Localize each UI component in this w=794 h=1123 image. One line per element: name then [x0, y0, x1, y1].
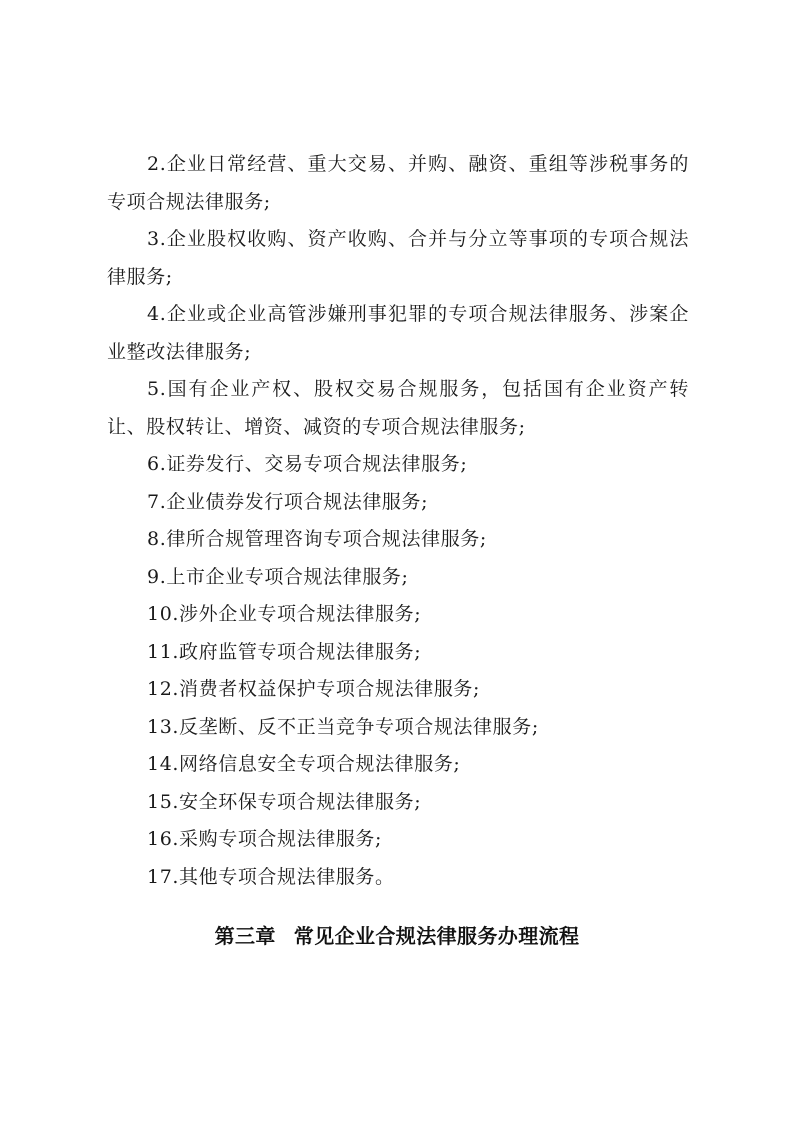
list-item: 12.消费者权益保护专项合规法律服务;: [147, 678, 481, 700]
list-item: 3.企业股权收购、资产收购、合并与分立等事项的专项合规法律服务;: [107, 228, 689, 288]
list-item: 16.采购专项合规法律服务;: [147, 828, 383, 850]
list-item: 8.律所合规管理咨询专项合规法律服务;: [147, 528, 487, 550]
list-item: 10.涉外企业专项合规法律服务;: [147, 603, 422, 625]
list-item: 4.企业或企业高管涉嫌刑事犯罪的专项合规法律服务、涉案企业整改法律服务;: [107, 303, 689, 363]
list-item: 6.证券发行、交易专项合规法律服务;: [147, 453, 468, 475]
list-item: 17.其他专项合规法律服务。: [147, 865, 395, 888]
list-item: 13.反垄断、反不正当竞争专项合规法律服务;: [147, 715, 539, 738]
list-item: 11.政府监管专项合规法律服务;: [147, 640, 422, 663]
chapter-number: 第三章: [214, 924, 276, 948]
list-item: 7.企业债券发行项合规法律服务;: [147, 490, 429, 513]
service-list: [107, 146, 689, 896]
list-item: 5.国有企业产权、股权交易合规服务，包括国有企业资产转让、股权转让、增资、减资的专项合规法律服务;: [107, 378, 689, 438]
chapter-title: 常见企业合规法律服务办理流程: [293, 924, 580, 948]
list-item: 2.企业日常经营、重大交易、并购、融资、重组等涉税事务的专项合规法律服务;: [107, 153, 689, 213]
list-item: 9.上市企业专项合规法律服务;: [147, 565, 409, 588]
chapter-heading: [0, 918, 794, 954]
list-item: 14.网络信息安全专项合规法律服务;: [147, 753, 461, 775]
list-item: 15.安全环保专项合规法律服务;: [147, 790, 422, 813]
